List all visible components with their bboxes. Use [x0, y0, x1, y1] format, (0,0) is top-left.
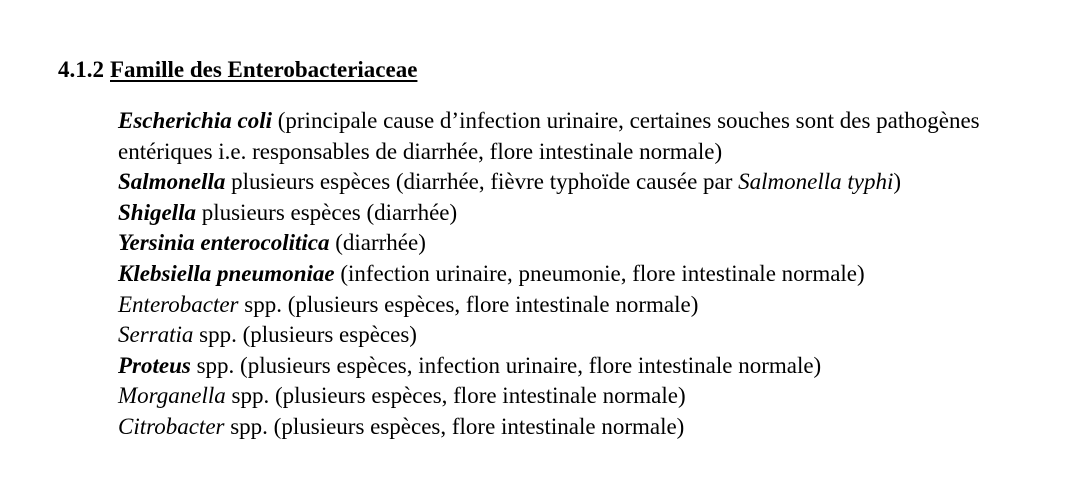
species-description: (infection urinaire, pneumonie, flore intestinale normale)	[334, 260, 865, 286]
list-item-shigella	[118, 198, 1018, 229]
list-item-morganella	[118, 381, 1018, 412]
section-heading	[58, 55, 417, 85]
list-item-yersinia-enterocolitica	[118, 228, 1018, 259]
species-name: Morganella	[118, 383, 226, 409]
species-description-end: )	[893, 169, 902, 195]
species-description: spp. (plusieurs espèces)	[193, 322, 417, 348]
species-description: spp. (plusieurs espèces, flore intestinale normale)	[238, 291, 699, 317]
species-name: Enterobacter	[118, 291, 239, 317]
species-name: Klebsiella pneumoniae	[118, 260, 335, 286]
list-item-klebsiella-pneumoniae	[118, 259, 1018, 290]
species-description: plusieurs espèces (diarrhée, fièvre typhoïde causée par	[225, 169, 739, 195]
section-number: 4.1.2	[58, 57, 104, 82]
species-description: spp. (plusieurs espèces, flore intestinale normale)	[225, 383, 686, 409]
species-description: plusieurs espèces (diarrhée)	[195, 199, 458, 225]
species-name-inline: Salmonella typhi	[738, 169, 894, 195]
species-description: (principale cause d’infection urinaire, certaines souches sont des pathogènes entériques i.e. responsables de diarrhée, flore intestinale normale)	[118, 108, 980, 164]
species-name: Yersinia enterocolitica	[118, 230, 330, 256]
list-item-citrobacter	[118, 412, 1018, 443]
list-item-escherichia-coli	[118, 106, 998, 167]
species-name: Proteus	[118, 352, 191, 378]
species-name: Salmonella	[118, 169, 226, 195]
list-item-serratia	[118, 320, 1018, 351]
species-name: Citrobacter	[118, 413, 225, 439]
species-name: Shigella	[118, 199, 196, 225]
bacteria-list	[118, 106, 1018, 443]
species-name: Serratia	[118, 322, 194, 348]
list-item-salmonella	[118, 167, 1018, 198]
species-description: (diarrhée)	[329, 230, 426, 256]
species-name: Escherichia coli	[118, 108, 272, 133]
species-description: spp. (plusieurs espèces, infection urinaire, flore intestinale normale)	[190, 352, 822, 378]
list-item-proteus	[118, 351, 1018, 382]
species-description: spp. (plusieurs espèces, flore intestinale normale)	[224, 413, 685, 439]
section-title: Famille des Enterobacteriaceae	[110, 57, 418, 82]
list-item-enterobacter	[118, 290, 1018, 321]
